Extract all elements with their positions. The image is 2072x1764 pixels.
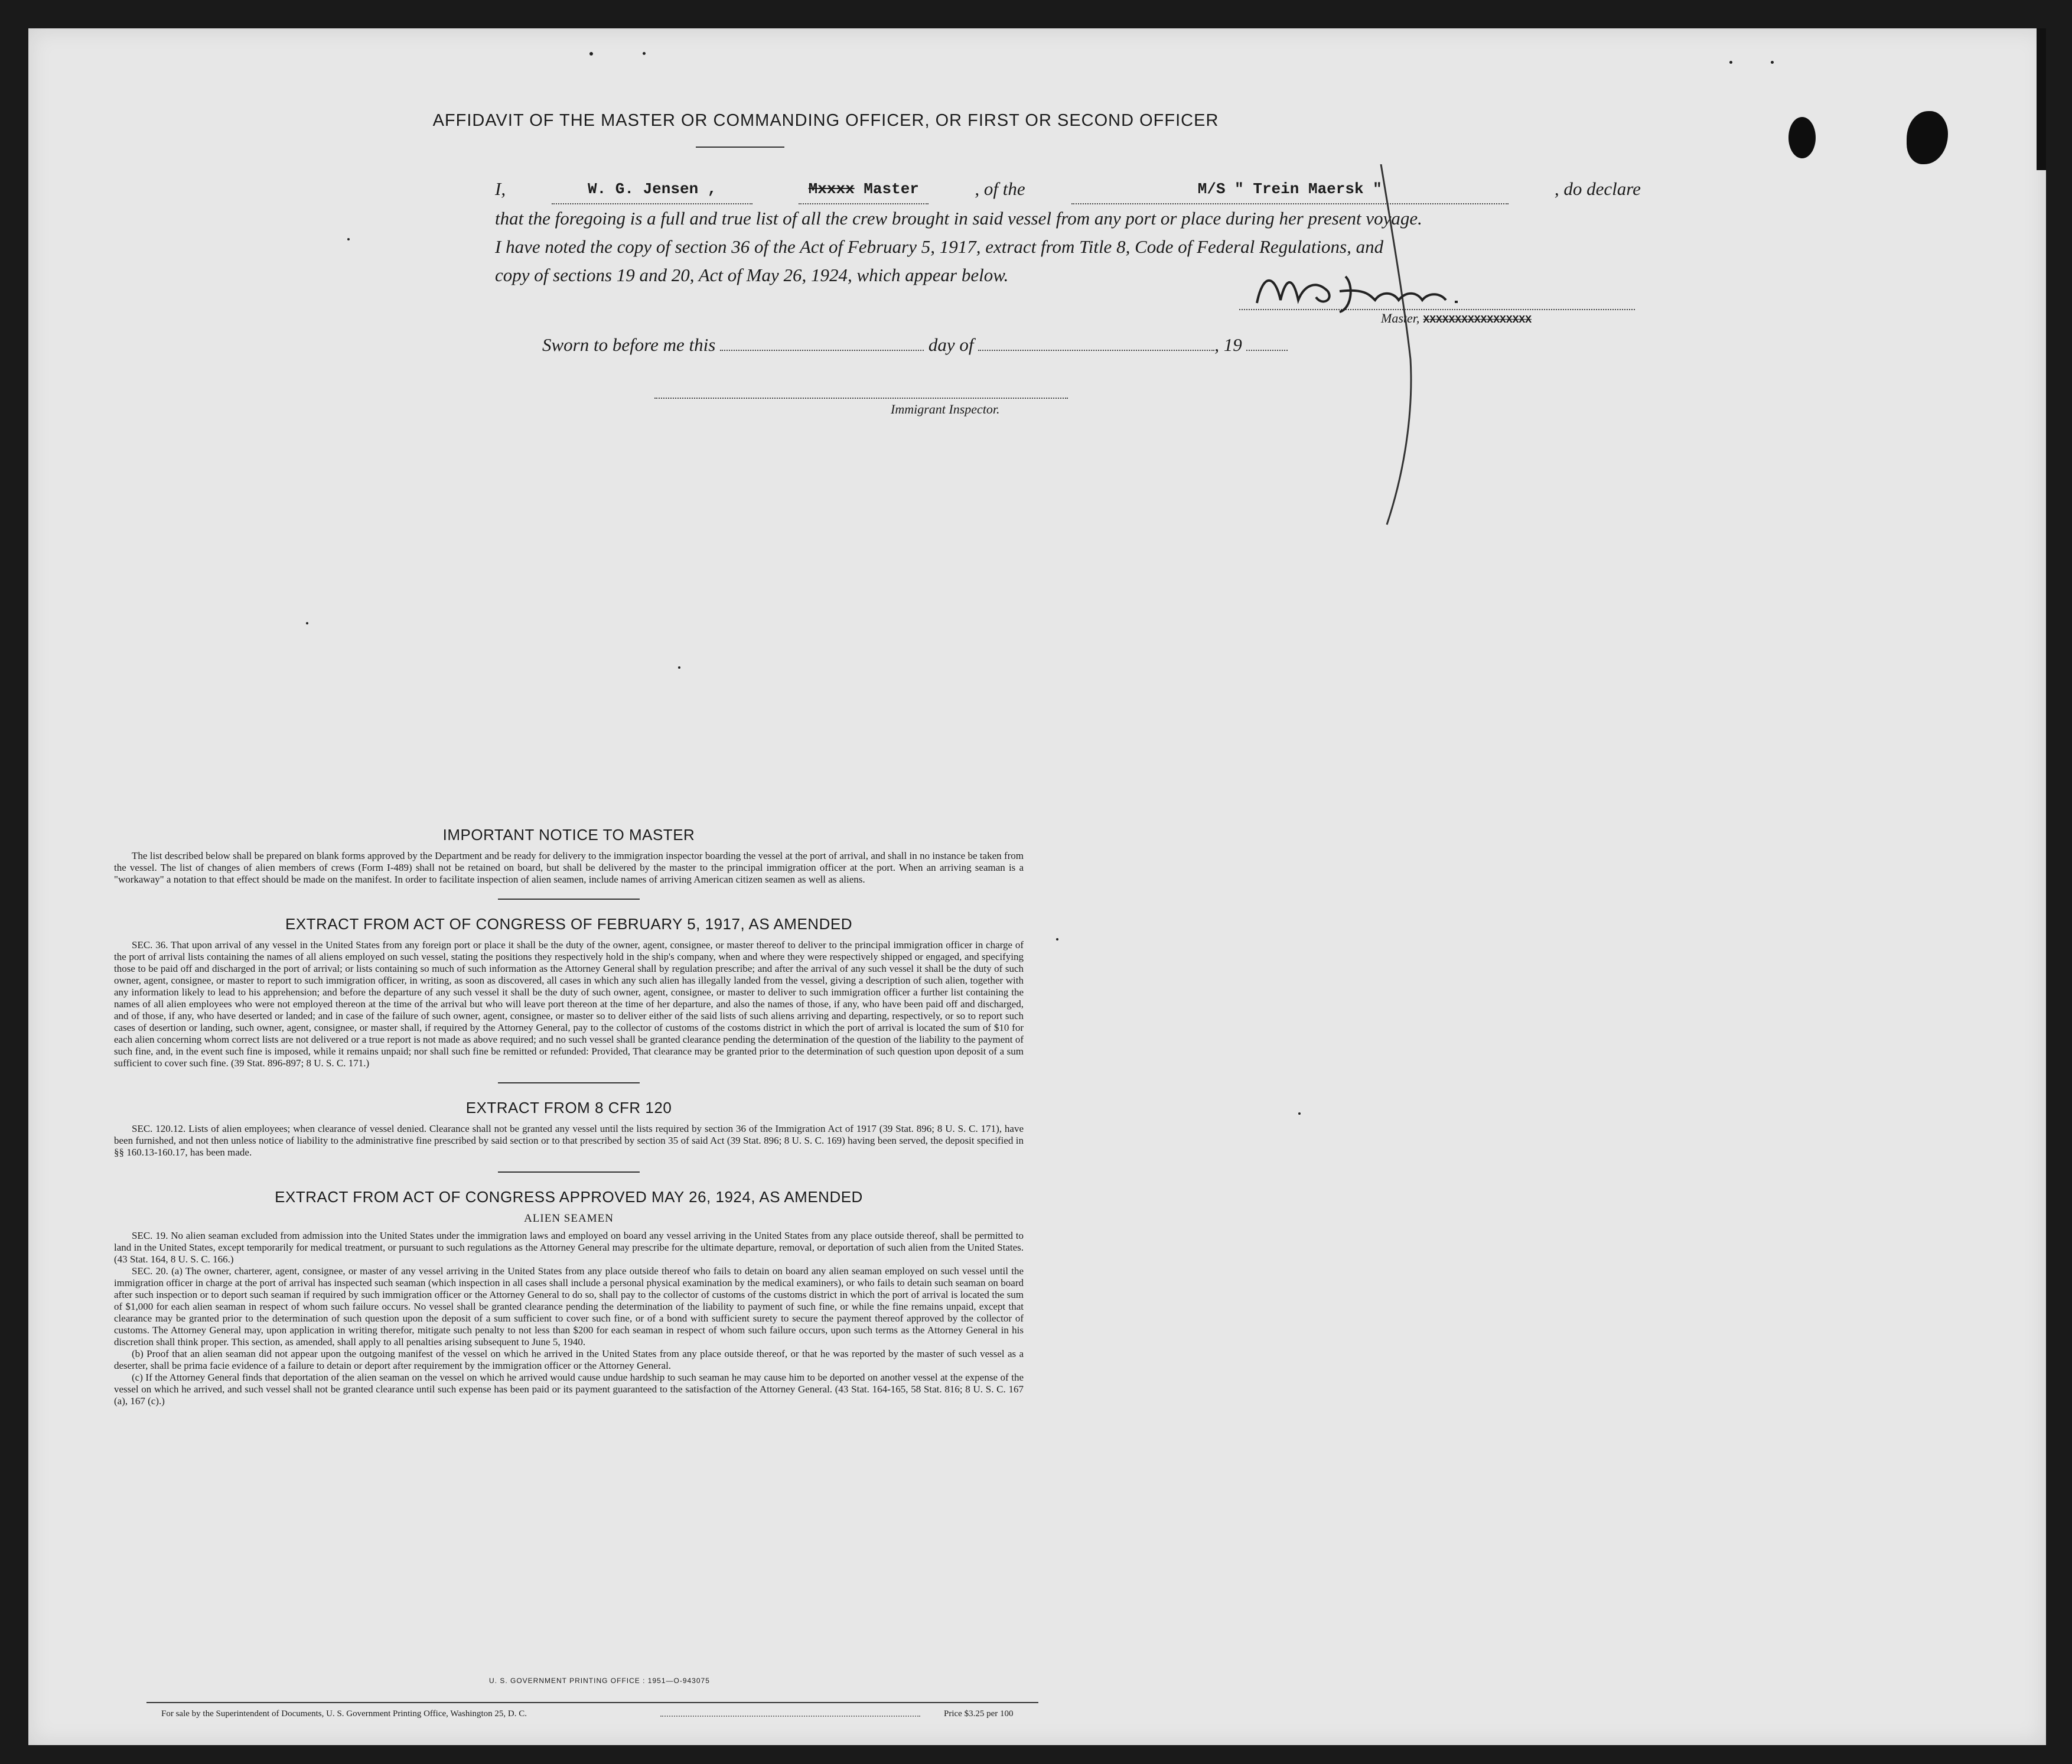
inspector-signature-line[interactable]	[654, 398, 1068, 399]
declaration-line-2: that the foregoing is a full and true list of all the crew brought in said vessel from any port or place during her present voyage.	[495, 208, 1422, 229]
sworn-day-field[interactable]	[720, 350, 924, 351]
extract-1924-sec19: SEC. 19. No alien seaman excluded from admission into the United States under the immigration laws and employed on board any vessel arriving in the United States from any place outside thereof, shall be permitted to land in the United States, except temporarily for medical treatment, or pursuant to such regulations as the Attorney General may prescribe for the ultimate departure, removal, or deportation of such alien from the United States. (43 Stat. 164, 8 U. S. C. 166.)	[114, 1230, 1024, 1265]
extract-1924-sec20b: (b) Proof that an alien seaman did not appear upon the outgoing manifest of the vessel on which he arrived in the United States from any place outside thereof, or that he was reported by the master of such vessel as a deserter, shall be prima facie evidence of a failure to detain or deport after requirement by the immigration officer or the Attorney General.	[114, 1348, 1024, 1371]
scan-edge	[2037, 28, 2046, 170]
affidavit-title: AFFIDAVIT OF THE MASTER OR COMMANDING OFFICER, OR FIRST OR SECOND OFFICER	[432, 111, 1219, 130]
extract-1924-title: EXTRACT FROM ACT OF CONGRESS APPROVED MAY 26, 1924, AS AMENDED	[275, 1188, 863, 1206]
rank-struck: Mxxxx	[808, 180, 855, 198]
alien-seamen-subhead: ALIEN SEAMEN	[524, 1212, 614, 1225]
handwritten-signature-icon	[1251, 268, 1499, 315]
notice-body: The list described below shall be prepared on blank forms approved by the Department and be ready for delivery to the immigration inspector boarding the vessel at the port of arrival, and shall in no instance be taken from the vessel. The list of changes of alien members of crews (Form I-489) shall not be retained on board, but shall be delivered by the master to the principal immigration officer at the port. When an arriving seaman is a "workaway" a notation to that effect should be made on the manifest. In order to facilitate inspection of alien seamen, include names of arriving American citizen seamen as well as aliens.	[114, 850, 1024, 885]
declaration-line-4: copy of sections 19 and 20, Act of May 26, 1924, which appear below.	[495, 265, 1009, 285]
master-caption	[1381, 311, 1532, 326]
vessel-field[interactable]: M/S " Trein Maersk "	[1071, 175, 1509, 204]
extract-1917-title: EXTRACT FROM ACT OF CONGRESS OF FEBRUARY 5, 1917, AS AMENDED	[285, 915, 852, 933]
sworn-month-field[interactable]	[978, 350, 1214, 351]
notice-title: IMPORTANT NOTICE TO MASTER	[442, 826, 695, 844]
gpo-imprint: U. S. GOVERNMENT PRINTING OFFICE : 1951—O-943075	[489, 1677, 710, 1685]
pen-stroke	[1369, 164, 1440, 530]
day-of-label: day of	[928, 334, 974, 355]
i-label: I,	[495, 178, 506, 199]
declaration-line-3: I have noted the copy of section 36 of the Act of February 5, 1917, extract from Title 8, Code of Federal Regulations, and	[495, 236, 1384, 257]
section-divider	[498, 1171, 640, 1173]
ink-blot	[1907, 111, 1948, 164]
title-rule	[696, 147, 784, 148]
notices-column	[114, 826, 1024, 1407]
sworn-label: Sworn to before me this	[542, 334, 716, 355]
ink-blot	[1788, 117, 1816, 158]
price-notice: Price $3.25 per 100	[944, 1709, 1014, 1719]
master-caption-struck: XXXXXXXXXXXXXXXXX	[1423, 314, 1532, 326]
sale-notice: For sale by the Superintendent of Documents, U. S. Government Printing Office, Washington 25, D. C.	[161, 1709, 527, 1719]
extract-1924-sec20c: (c) If the Attorney General finds that deportation of the alien seaman on the vessel on which he arrived would cause undue hardship to such seaman he may cause him to be deported on another vessel at the expense of the vessel on which he arrived, and such vessel shall not be granted clearance until such expense has been paid or its payment guaranteed to the satisfaction of the Attorney General. (43 Stat. 164-165, 58 Stat. 816; 8 U. S. C. 167 (a), 167 (c).)	[114, 1372, 1024, 1407]
declaration-line-1	[495, 175, 1641, 204]
of-the-label: , of the	[975, 178, 1025, 199]
year-label: , 19	[1214, 334, 1242, 355]
document-sheet	[28, 28, 2046, 1745]
sworn-year-field[interactable]	[1246, 350, 1288, 351]
name-field[interactable]: W. G. Jensen ,	[552, 175, 752, 204]
inspector-label: Immigrant Inspector.	[891, 402, 1000, 416]
footer-leader	[660, 1716, 920, 1717]
rank-field[interactable]	[799, 175, 929, 204]
extract-1924-sec20a: SEC. 20. (a) The owner, charterer, agent, consignee, or master of any vessel arriving in the United States from any place outside thereof who fails to detain on board any alien seaman employed on such vessel until the immigration officer in charge at the port of arrival has inspected such seaman (which inspection in all cases shall include a personal physical examination by the medical examiners), or who fails to detain such seaman on board after such inspection or to deport such seaman if required by such immigration officer or the Attorney General to do so, shall pay to the collector of customs of the customs district in which the port of arrival is located the sum of $1,000 for each alien seaman in respect of whom such failure occurs. No vessel shall be granted clearance pending the determination of the liability to payment of such fine, or while the fine remains unpaid, except that clearance may be granted prior to the determination of such question upon the deposit of a sum sufficient to cover such fine, or of a bond with sufficient surety to secure the payment thereof approved by the collector of customs. The Attorney General may, upon application in writing therefor, mitigate such penalty to not less than $200 for each seaman in respect of whom such failure occurs, upon such terms as the Attorney General in his discretion shall think proper. This section, as amended, shall apply to all penalties arising subsequent to June 5, 1940.	[114, 1265, 1024, 1348]
master-caption-text: Master,	[1381, 311, 1420, 326]
section-divider	[498, 899, 640, 900]
section-divider	[498, 1082, 640, 1083]
rank-value: Master	[864, 180, 919, 198]
sworn-line	[542, 334, 1288, 356]
extract-1917-body: SEC. 36. That upon arrival of any vessel in the United States from any foreign port or place it shall be the duty of the owner, agent, consignee, or master thereof to deliver to the principal immigration officer in charge of the port of arrival lists containing the names of all aliens employed on such vessel, stating the positions they respectively hold in the ship's company, when and where they were respectively shipped or engaged, and specifying those to be paid off and discharged in the port of arrival; or lists containing so much of such information as the Attorney General shall by regulation prescribe; and after the arrival of any such vessel it shall be the duty of such owner, agent, consignee, or master to report to such immigration officer, in writing, as soon as discovered, all cases in which any such alien has illegally landed from the vessel, giving a description of such alien, together with any information likely to lead to his apprehension; and before the departure of any such vessel it shall be the duty of such owner, agent, consignee, or master to deliver to such immigration officer a further list containing the names of all alien employees who were not employed thereon at the time of the arrival but who will leave port thereon at the time of her departure, and also the names of those, if any, who have been paid off and discharged, and of those, if any, who have deserted or landed; and in case of the failure of such owner, agent, consignee, or master so to deliver either of the said lists of such aliens arriving and departing, respectively, or so to report such cases of desertion or landing, such owner, agent, consignee, or master shall, if required by the Attorney General, pay to the collector of customs of the costoms district in which the port of arrival is located the sum of $10 for each alien concerning whom correct lists are not delivered or a true report is not made as above required; and no such vessel shall be granted clearance pending the determination of the question of the liability to the payment of such fine, and, in the event such fine is imposed, while it remains unpaid; nor shall such fine be remitted or refunded: Provided, That clearance may be granted prior to the determination of such question upon deposit of a sum sufficient to cover such fine. (39 Stat. 896-897; 8 U. S. C. 171.)	[114, 939, 1024, 1069]
extract-cfr-body: SEC. 120.12. Lists of alien employees; when clearance of vessel denied. Clearance shall not be granted any vessel until the lists required by section 36 of the Immigration Act of 1917 (39 Stat. 896; 8 U. S. C. 171), have been furnished, and not then unless notice of liability to the administrative fine prescribed by said section or to that prescribed by section 35 of said Act (39 Stat. 896; 8 U. S. C. 169) having been served, the deposit specified in §§ 160.13-160.17, has been made.	[114, 1123, 1024, 1158]
extract-cfr-title: EXTRACT FROM 8 CFR 120	[465, 1099, 672, 1117]
do-declare-label: , do declare	[1554, 178, 1641, 199]
footer-rule	[146, 1702, 1038, 1703]
master-signature-line[interactable]	[1239, 268, 1635, 310]
